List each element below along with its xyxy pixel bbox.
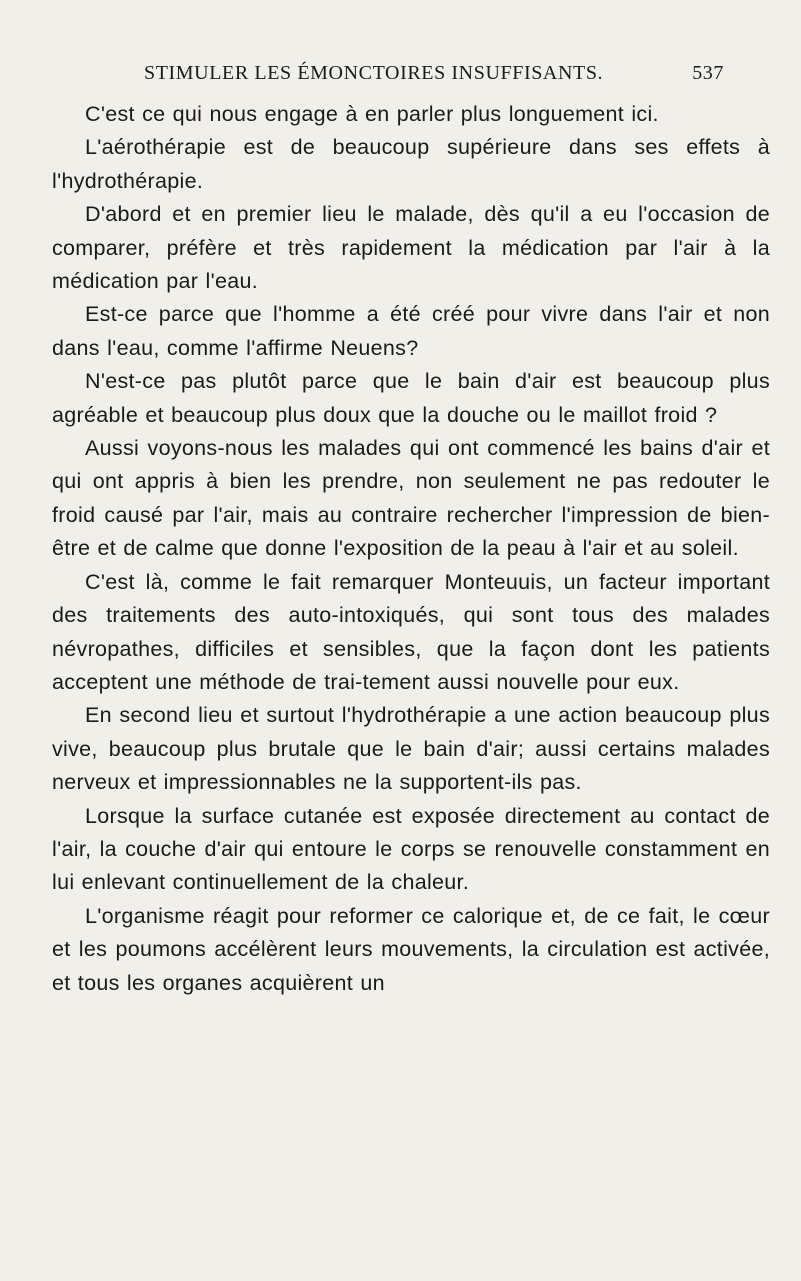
- paragraph: L'aérothérapie est de beaucoup supérieure dans ses effets à l'hydrothérapie.: [52, 135, 770, 193]
- body-text: [52, 98, 770, 1000]
- paragraph: D'abord et en premier lieu le malade, dès qu'il a eu l'occasion de comparer, préfère et très rapidement la médication par l'air à la médication par l'eau.: [52, 202, 770, 294]
- paragraph: Lorsque la surface cutanée est exposée directement au contact de l'air, la couche d'air qui entoure le corps se renouvelle constamment en lui enlevant continuellement de la chaleur.: [52, 803, 770, 895]
- paragraph: L'organisme réagit pour reformer ce calorique et, de ce fait, le cœur et les poumons accélèrent leurs mouvements, la circulation est activée, et tous les organes acquièrent un: [52, 903, 770, 995]
- paragraph: N'est-ce pas plutôt parce que le bain d'air est beaucoup plus agréable et beaucoup plus doux que la douche ou le maillot froid ?: [52, 369, 770, 427]
- running-head-title: STIMULER LES ÉMONCTOIRES INSUFFISANTS.: [144, 62, 604, 84]
- paragraph: Aussi voyons-nous les malades qui ont commencé les bains d'air et qui ont appris à bien les prendre, non seulement ne pas redouter le froid causé par l'air, mais au contraire rechercher l'impression de bien-être et de calme que donne l'exposition de la peau à l'air et au soleil.: [52, 436, 770, 561]
- paragraph: C'est là, comme le fait remarquer Monteuuis, un facteur important des traitements des auto-intoxiqués, qui sont tous des malades névropathes, difficiles et sensibles, que la façon dont les patients acceptent une méthode de trai-tement aussi nouvelle pour eux.: [52, 569, 770, 694]
- paragraph: C'est ce qui nous engage à en parler plus longuement ici.: [85, 102, 659, 126]
- paragraph: Est-ce parce que l'homme a été créé pour vivre dans l'air et non dans l'eau, comme l'affirme Neuens?: [52, 302, 770, 360]
- paragraph: En second lieu et surtout l'hydrothérapie a une action beaucoup plus vive, beaucoup plus brutale que le bain d'air; aussi certains malades nerveux et impressionnables ne la supportent-ils pas.: [52, 703, 770, 795]
- page-number: 537: [692, 62, 724, 84]
